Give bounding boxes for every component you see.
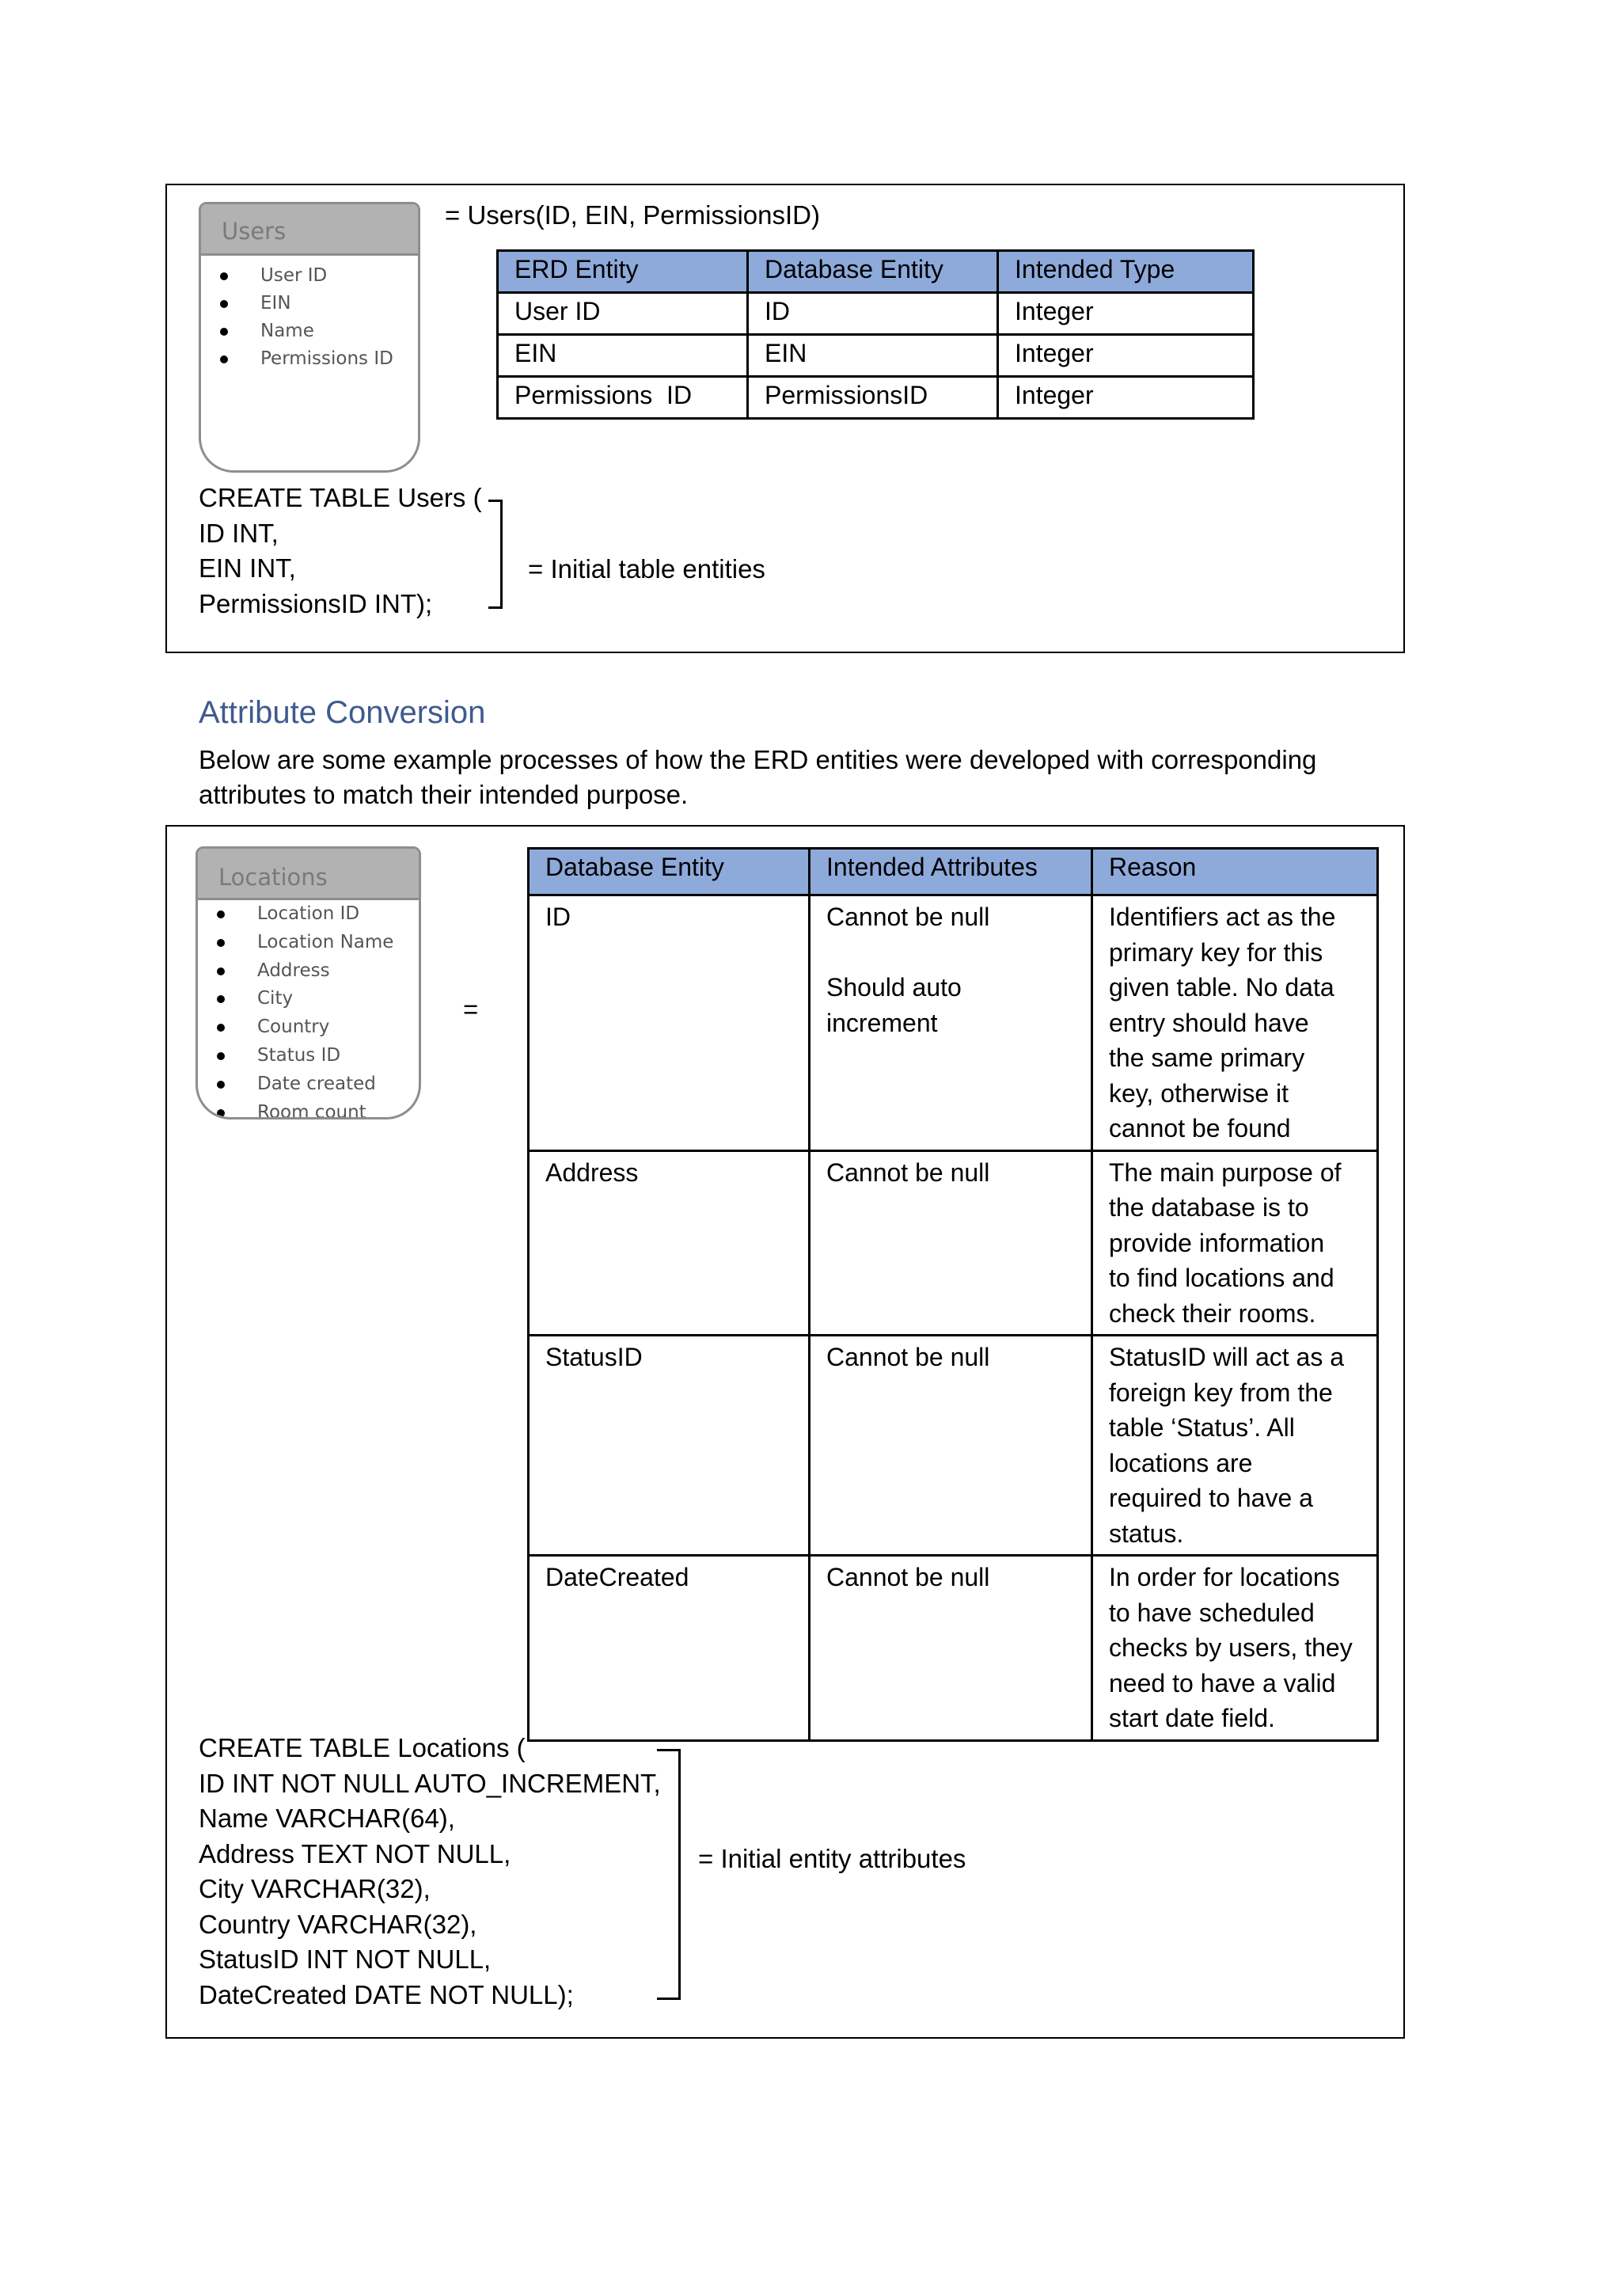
reason-line: check their rooms. [1109,1298,1316,1328]
reason-line: status. [1109,1519,1184,1548]
locations-sql-line: City VARCHAR(32), [199,1874,431,1903]
users-erd-attribute: Permissions ID [201,345,418,373]
users-sql-line: EIN INT, [199,553,296,583]
users-table-header: Intended Type [998,251,1254,293]
locations-sql-line: Name VARCHAR(64), [199,1804,455,1833]
locations-attribute-table [527,847,1379,1742]
locations-erd-attribute: Address [198,957,419,986]
locations-table-header: Intended Attributes [810,849,1092,895]
users-erd-title: Users [201,204,418,256]
reason-cell [1092,1150,1378,1336]
users-table-cell: ID [748,293,998,335]
reason-line: to find locations and [1109,1264,1334,1292]
users-sql-bracket [488,500,503,609]
attribute-line [826,935,1075,971]
table-row [498,293,1254,335]
reason-line: checks by users, they [1109,1633,1353,1662]
users-table-cell: User ID [498,293,748,335]
users-relation-text: = Users(ID, EIN, PermissionsID) [445,200,820,230]
reason-line: entry should have [1109,1008,1309,1037]
table-row [498,377,1254,419]
locations-erd-card [196,846,421,1119]
users-sql-line: CREATE TABLE Users ( [199,483,482,512]
locations-sql-line: ID INT NOT NULL AUTO_INCREMENT, [199,1768,661,1798]
users-sql-line: PermissionsID INT); [199,588,433,618]
locations-sql-line: Country VARCHAR(32), [199,1909,477,1939]
locations-sql-bracket [657,1749,681,2000]
reason-line: The main purpose of [1109,1158,1342,1187]
locations-erd-attribute: Location ID [198,900,419,929]
reason-line: need to have a valid [1109,1668,1336,1697]
reason-cell [1092,1336,1378,1556]
users-erd-attribute: Name [201,317,418,345]
table-row [529,1336,1378,1556]
entity-cell: StatusID [529,1336,810,1556]
table-row [529,1556,1378,1741]
entity-cell: DateCreated [529,1556,810,1741]
reason-line: start date field. [1109,1704,1275,1732]
reason-line: the same primary [1109,1043,1305,1072]
attribute-line: Cannot be null [826,1343,990,1371]
table-row [529,1150,1378,1336]
reason-line: cannot be found [1109,1114,1291,1142]
attribute-conversion-heading: Attribute Conversion [199,695,486,730]
reason-cell [1092,1556,1378,1741]
table-row [529,895,1378,1151]
attributes-cell [810,1556,1092,1741]
users-erd-attribute: EIN [201,290,418,317]
locations-equals-sign: = [463,994,479,1024]
users-table-cell: Permissions ID [498,377,748,419]
users-table-cell: EIN [498,335,748,377]
reason-line: table ‘Status’. All [1109,1413,1295,1442]
reason-line: Identifiers act as the [1109,903,1336,931]
users-table-cell: PermissionsID [748,377,998,419]
users-entity-table [496,249,1255,420]
users-sql-line: ID INT, [199,518,279,548]
users-table-cell: EIN [748,335,998,377]
locations-table-header: Reason [1092,849,1378,895]
section-intro-line-1: Below are some example processes of how the ERD entities were developed with corresponding [199,745,1317,774]
users-sql-block [199,481,482,622]
locations-sql-block [199,1731,661,2013]
users-erd-attribute: User ID [201,262,418,290]
users-table-cell: Integer [998,293,1254,335]
reason-line: StatusID will act as a [1109,1343,1344,1371]
locations-erd-attribute-list [198,900,419,1119]
locations-erd-attribute: Room count [198,1099,419,1119]
locations-erd-attribute: Country [198,1013,419,1042]
locations-sql-line: StatusID INT NOT NULL, [199,1944,492,1974]
locations-sql-line: CREATE TABLE Locations ( [199,1733,526,1762]
reason-line: foreign key from the [1109,1378,1333,1407]
users-erd-attribute-list [201,256,418,373]
reason-line: provide information [1109,1228,1325,1257]
reason-line: locations are [1109,1448,1253,1477]
attribute-line: Cannot be null [826,1563,990,1591]
users-table-cell: Integer [998,377,1254,419]
attributes-cell [810,1336,1092,1556]
section-intro-line-2: attributes to match their intended purpose. [199,780,689,809]
locations-erd-attribute: Location Name [198,929,419,957]
entity-cell: Address [529,1150,810,1336]
reason-line: In order for locations [1109,1563,1340,1591]
locations-erd-attribute: City [198,985,419,1013]
locations-erd-attribute: Date created [198,1070,419,1099]
attribute-line: increment [826,1008,938,1037]
users-table-header: Database Entity [748,251,998,293]
locations-sql-line: DateCreated DATE NOT NULL); [199,1979,574,2009]
reason-line: the database is to [1109,1193,1309,1222]
users-erd-card [199,202,420,473]
reason-line: primary key for this [1109,937,1323,967]
reason-cell [1092,895,1378,1151]
locations-erd-attribute: Status ID [198,1042,419,1070]
locations-sql-note: = Initial entity attributes [698,1844,966,1873]
users-sql-note: = Initial table entities [528,554,765,584]
reason-line: required to have a [1109,1484,1313,1512]
attribute-line: Cannot be null [826,1158,990,1187]
attribute-line: Should auto [826,973,962,1002]
attributes-cell [810,1150,1092,1336]
reason-line: to have scheduled [1109,1598,1315,1627]
users-table-header: ERD Entity [498,251,748,293]
attribute-line: Cannot be null [826,903,990,931]
attributes-cell [810,895,1092,1151]
reason-line: given table. No data [1109,973,1334,1002]
table-row [498,335,1254,377]
locations-table-header: Database Entity [529,849,810,895]
entity-cell: ID [529,895,810,1151]
users-table-cell: Integer [998,335,1254,377]
reason-line: key, otherwise it [1109,1078,1289,1108]
locations-sql-line: Address TEXT NOT NULL, [199,1838,511,1868]
locations-erd-title: Locations [198,849,419,900]
